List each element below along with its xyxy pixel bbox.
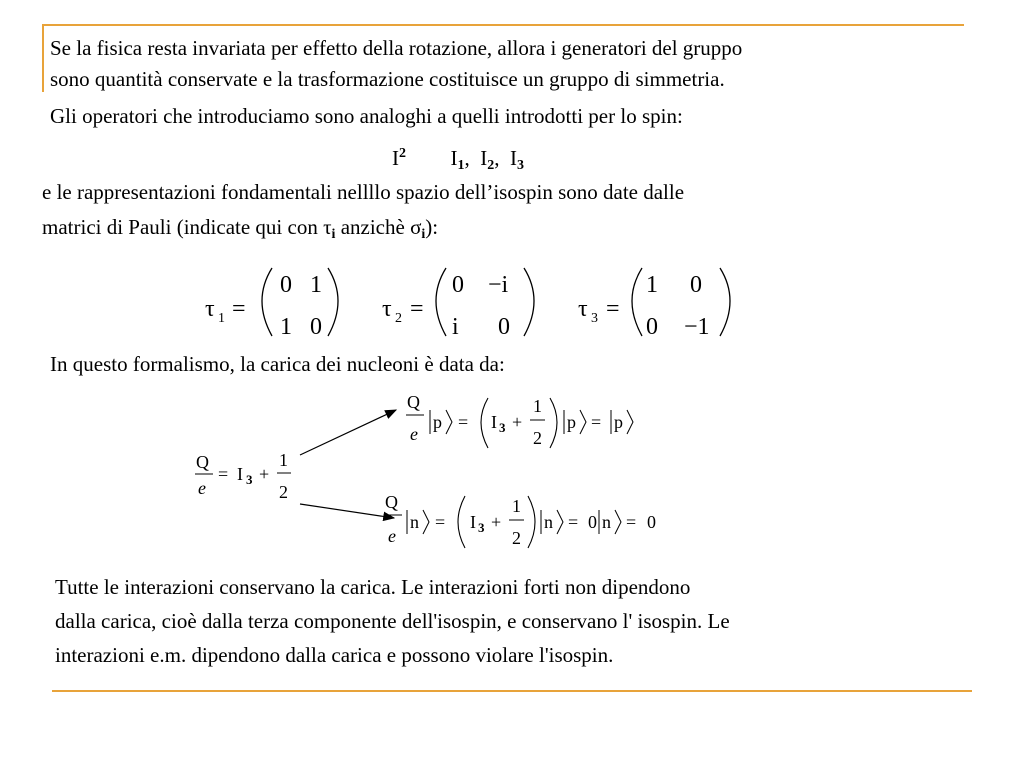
m3-c: 0 <box>646 314 658 340</box>
charge-intro: In questo formalismo, la carica dei nucleoni è data da: <box>50 352 505 376</box>
n-eq1: = <box>435 512 446 532</box>
n-ket3: n <box>602 512 611 532</box>
p-eq2: = <box>591 412 602 432</box>
n-eq3: = <box>626 512 637 532</box>
conclusion-line-3: interazioni e.m. dipendono dalla carica e possono violare l'isospin. <box>55 643 614 667</box>
left-rule <box>42 24 44 92</box>
p-e: e <box>410 424 418 444</box>
m1-b: 1 <box>310 272 322 298</box>
m2-d: 0 <box>498 314 510 340</box>
general-charge-formula <box>195 450 291 502</box>
left-3: 3 <box>246 472 253 487</box>
pauli-matrices <box>0 260 1024 350</box>
m1-right-paren <box>328 268 338 336</box>
p-ket2: p <box>567 412 576 432</box>
left-Q: Q <box>196 452 209 472</box>
m1-c: 1 <box>280 314 292 340</box>
n-plus: + <box>491 512 502 532</box>
p-1: 1 <box>533 396 542 416</box>
left-eq: = <box>218 464 229 484</box>
m2-c: i <box>452 314 459 340</box>
operator-i3: $I_3$ <box>510 146 524 173</box>
tau3-sub: 3 <box>591 311 598 326</box>
proton-charge-formula <box>406 392 633 448</box>
m2-left-paren <box>436 268 446 336</box>
pauli-intro-line-2: matrici di Pauli (indicate qui con $\tau_i$ anzichè $\sigma_i$): <box>42 215 439 242</box>
p-eq1: = <box>458 412 469 432</box>
left-I: I <box>237 464 243 484</box>
arrow-to-neutron <box>300 504 394 518</box>
neutron-charge-formula <box>384 492 656 548</box>
left-e: e <box>198 478 206 498</box>
left-plus: + <box>259 464 270 484</box>
top-rule <box>42 24 964 26</box>
tau1-sub: 1 <box>218 311 225 326</box>
p-I: I <box>491 412 497 432</box>
n-ket2: n <box>544 512 553 532</box>
m3-a: 1 <box>646 272 658 298</box>
p-Q: Q <box>407 392 420 412</box>
n-zero1: 0 <box>588 512 597 532</box>
tau2-eq: = <box>410 296 424 322</box>
p-ket3: p <box>614 412 623 432</box>
n-2: 2 <box>512 528 521 548</box>
n-1: 1 <box>512 496 521 516</box>
charge-formulas <box>0 390 1024 560</box>
intro-line-1: Se la fisica resta invariata per effetto della rotazione, allora i generatori del gruppo <box>50 36 743 60</box>
m1-d: 0 <box>310 314 322 340</box>
operator-i-squared: $I^2$ <box>392 146 406 170</box>
m3-d: −1 <box>684 314 710 340</box>
m3-left-paren <box>632 268 642 336</box>
p-ket1: p <box>433 412 442 432</box>
m2-b: −i <box>488 272 509 298</box>
n-ket1: n <box>410 512 419 532</box>
p-2: 2 <box>533 428 542 448</box>
m1-left-paren <box>262 268 272 336</box>
n-Q: Q <box>385 492 398 512</box>
operator-i2: $I_2$, <box>480 146 500 173</box>
conclusion-line-2: dalla carica, cioè dalla terza componente dell'isospin, e conservano l' isospin. Le <box>55 609 730 633</box>
bottom-rule <box>52 690 972 692</box>
m2-right-paren <box>524 268 534 336</box>
left-2: 2 <box>279 482 288 502</box>
m2-a: 0 <box>452 272 464 298</box>
operators-line <box>392 138 524 181</box>
tau3-symbol: τ <box>578 296 588 322</box>
left-1: 1 <box>279 450 288 470</box>
pauli-intro-line-1: e le rappresentazioni fondamentali nellllo spazio dell’isospin sono date dalle <box>42 180 685 204</box>
tau1-symbol: τ <box>205 296 215 322</box>
n-zero2: 0 <box>647 512 656 532</box>
n-eq2: = <box>568 512 579 532</box>
p-3: 3 <box>499 420 506 435</box>
tau3-eq: = <box>606 296 620 322</box>
intro-line-3: Gli operatori che introduciamo sono analoghi a quelli introdotti per lo spin: <box>50 104 683 128</box>
p-plus: + <box>512 412 523 432</box>
intro-line-2: sono quantità conservate e la trasformazione costituisce un gruppo di simmetria. <box>50 67 725 91</box>
operator-i1: $I_1$, <box>450 146 470 173</box>
n-e: e <box>388 526 396 546</box>
m3-b: 0 <box>690 272 702 298</box>
conclusion-line-1: Tutte le interazioni conservano la carica. Le interazioni forti non dipendono <box>55 575 691 599</box>
m1-a: 0 <box>280 272 292 298</box>
n-I: I <box>470 512 476 532</box>
tau2-sub: 2 <box>395 311 402 326</box>
arrow-to-proton <box>300 410 396 455</box>
n-3: 3 <box>478 520 485 535</box>
tau1-eq: = <box>232 296 246 322</box>
m3-right-paren <box>720 268 730 336</box>
tau2-symbol: τ <box>382 296 392 322</box>
